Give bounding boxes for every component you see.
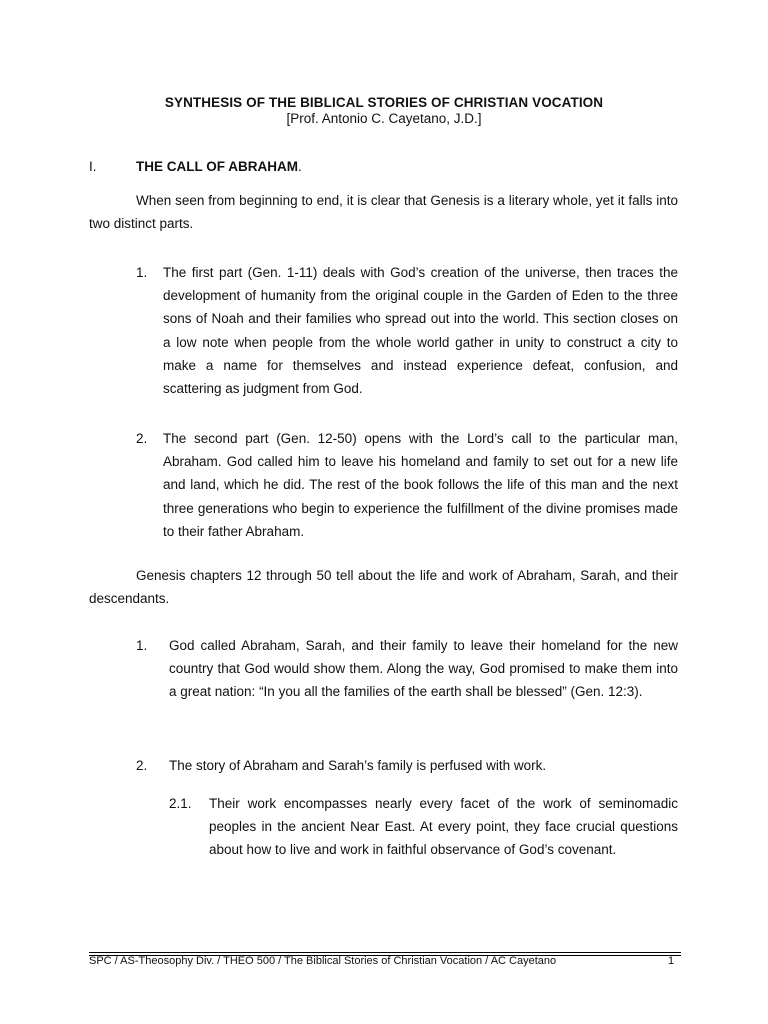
section-number: I.: [89, 159, 97, 174]
list-item-number: 2.1.: [169, 796, 192, 811]
section-heading-suffix: .: [298, 159, 302, 174]
footer-rule: [89, 952, 681, 953]
section-heading-text: THE CALL OF ABRAHAM: [136, 159, 298, 174]
page-number: 1: [668, 955, 675, 967]
section-heading: [136, 159, 302, 174]
list-item-text: The story of Abraham and Sarah’s family is perfused with work.: [169, 758, 547, 773]
footer-text: SPC / AS-Theosophy Div. / THEO 500 / The Biblical Stories of Christian Vocation / AC Cayetano: [89, 955, 557, 967]
list-item-number: 1.: [136, 638, 148, 653]
list-item-text: The first part (Gen. 1-11) deals with God’s creation of the universe, then traces the development of humanity from the original couple in the Garden of Eden to the three sons of Noah and their families who spread out into the world. This section closes on a low note when people from the whole world gather in unity to construct a city to make a name for themselves and instead experience defeat, confusion, and scattering as judgment from God.: [163, 265, 678, 397]
list-item-text: The second part (Gen. 12-50) opens with the Lord’s call to the particular man, Abraham. God called him to leave his homeland and family to set out for a new life and land, which he did. The rest of the book follows the life of this man and the next three generations who begin to experience the fulfillment of the divine promises made to their father Abraham.: [163, 431, 678, 539]
list-item-text: God called Abraham, Sarah, and their family to leave their homeland for the new country that God would show them. Along the way, God promised to make them into a great nation: “In you all the families of the earth shall be blessed” (Gen. 12:3).: [169, 638, 678, 700]
list-item-number: 2.: [136, 431, 148, 446]
intro-paragraph: When seen from beginning to end, it is clear that Genesis is a literary whole, yet it falls into two distinct parts.: [89, 193, 678, 232]
second-paragraph: Genesis chapters 12 through 50 tell about the life and work of Abraham, Sarah, and their descendants.: [89, 568, 678, 607]
document-title: SYNTHESIS OF THE BIBLICAL STORIES OF CHRISTIAN VOCATION: [164, 95, 604, 110]
list-item-number: 1.: [136, 265, 148, 280]
document-author: [Prof. Antonio C. Cayetano, J.D.]: [286, 111, 482, 126]
list-item-number: 2.: [136, 758, 148, 773]
list-item-text: Their work encompasses nearly every facet of the work of seminomadic peoples in the ancient Near East. At every point, they face crucial questions about how to live and work in faithful observance of God’s covenant.: [209, 796, 678, 858]
